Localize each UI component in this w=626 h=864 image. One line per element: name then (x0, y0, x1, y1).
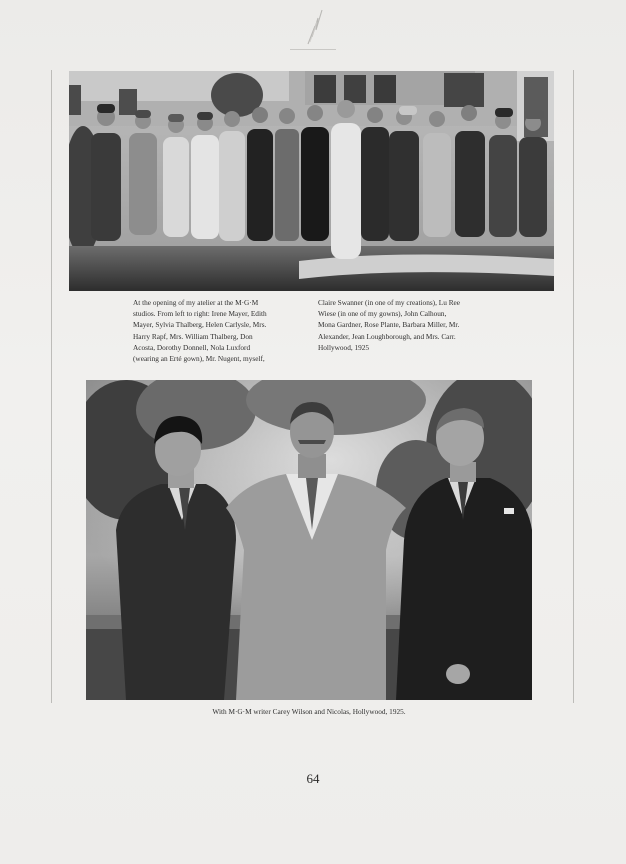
left-margin-rule (51, 70, 52, 703)
header-rule (290, 49, 336, 50)
signature-mark (302, 6, 326, 48)
right-margin-rule (573, 70, 574, 703)
page-number: 64 (306, 771, 320, 786)
group-photograph (69, 71, 554, 291)
caption-top-column-1: At the opening of my atelier at the M·G·M studios. From left to right: Irene Mayer, Edith Mayer, Sylvia Thalberg, Helen Carlysle, Mrs. Harry Rapf, Mrs. William Thalberg, Don Acosta, Dorothy Donnell, Nola Luxford (wearing an Erté gown), Mr. Nugent, myself, (133, 298, 267, 364)
three-men-photograph (86, 380, 532, 700)
caption-top-column-2: Claire Swanner (in one of my creations), Lu Ree Wiese (in one of my gowns), John Calhoun, Mona Gardner, Rose Plante, Barbara Miller, Mr. Alexander, Jean Loughborough, and Mrs. Carr. Hollywood, 1925 (318, 298, 461, 352)
caption-bottom: With M·G·M writer Carey Wilson and Nicolas, Hollywood, 1925. (212, 707, 406, 716)
